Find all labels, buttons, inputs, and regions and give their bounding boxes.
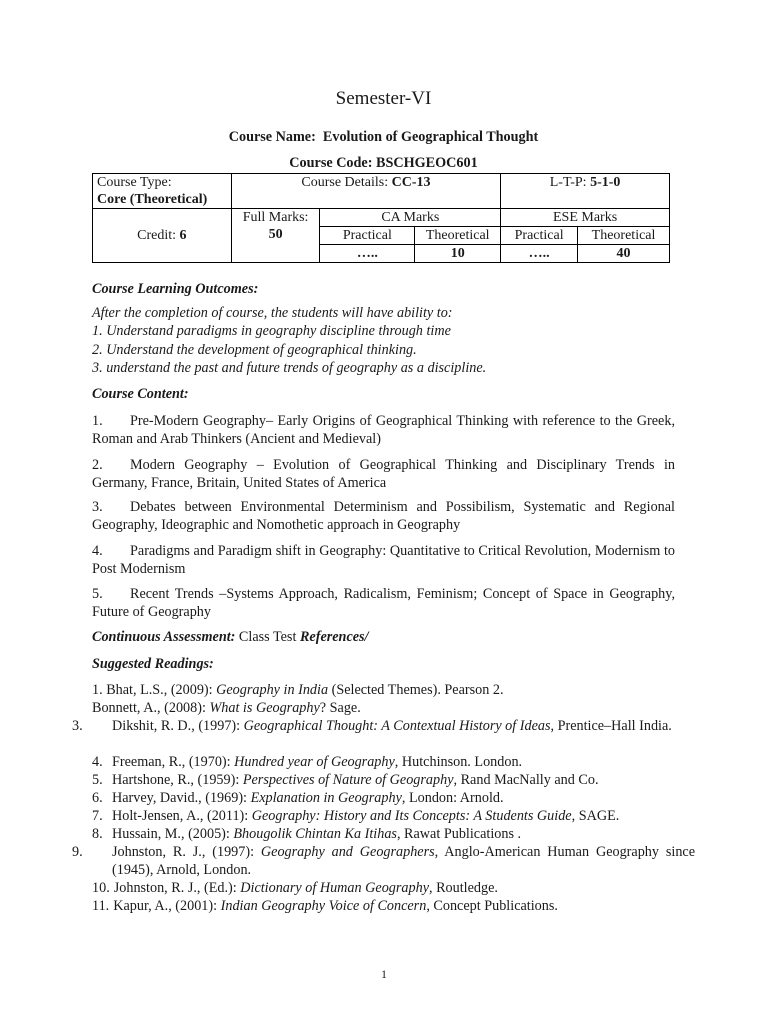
ltp-label: L-T-P: xyxy=(549,175,587,190)
content-item-number: 2. xyxy=(92,457,103,473)
reading-publisher: , Anglo-American Human Geography since (1945), Arnold, London. xyxy=(112,844,696,878)
reading-author: Dikshit, R. D., (1997): xyxy=(112,718,244,734)
content-item-number: 4. xyxy=(92,543,103,559)
ese-practical-value: ….. xyxy=(501,245,578,263)
ese-theoretical-value: 40 xyxy=(578,245,670,263)
reading-number: 7. xyxy=(92,808,103,824)
reading-item xyxy=(92,682,504,699)
content-heading: Course Content: xyxy=(92,386,189,402)
ese-theoretical-header: Theoretical xyxy=(578,227,670,245)
reading-item xyxy=(92,771,675,789)
course-name: Evolution of Geographical Thought xyxy=(322,129,539,145)
reading-author: Hartshone, R., (1959): xyxy=(112,772,243,788)
reading-title: Bhougolik Chintan Ka Itihas xyxy=(233,826,397,842)
ca-theoretical-header: Theoretical xyxy=(415,227,501,245)
content-item-text: Pre-Modern Geography– Early Origins of Geographical Thinking with reference to the Greek, Roman and Arab Thinkers (Ancient and Medieval) xyxy=(92,413,675,447)
ese-practical-header: Practical xyxy=(501,227,578,245)
course-type-cell xyxy=(93,174,232,209)
reading-title: Geographical Thought: A Contextual History of Ideas xyxy=(243,718,551,734)
reading-item xyxy=(92,753,675,771)
full-marks-value: 50 xyxy=(268,227,283,242)
readings-heading: Suggested Readings: xyxy=(92,656,214,672)
reading-number: 4. xyxy=(92,754,103,770)
reading-item xyxy=(92,879,675,897)
course-code-line xyxy=(92,155,675,172)
outcomes-heading: Course Learning Outcomes: xyxy=(92,281,259,297)
reading-publisher: , SAGE. xyxy=(571,808,620,824)
reading-item xyxy=(92,825,675,843)
ese-marks-header: ESE Marks xyxy=(501,209,670,227)
reading-publisher: , London: Arnold. xyxy=(401,790,504,806)
reading-title: Geography: History and Its Concepts: A Students Guide xyxy=(251,808,572,824)
reading-item xyxy=(72,843,696,879)
course-details-table xyxy=(92,173,670,263)
outcome-item: 2. Understand the development of geographical thinking. xyxy=(92,342,417,358)
course-details-cell xyxy=(231,174,500,209)
reading-title: Hundred year of Geography xyxy=(234,754,395,770)
reading-author: Kapur, A., (2001): xyxy=(113,898,221,914)
content-item xyxy=(92,498,675,534)
content-item-text: Debates between Environmental Determinism and Possibilism, Systematic and Regional Geography, Ideographic and Nomothetic approach in Geography xyxy=(92,499,675,533)
content-item-text: Paradigms and Paradigm shift in Geography: Quantitative to Critical Revolution, Modernism to Post Modernism xyxy=(92,543,675,577)
semester-title: Semester-VI xyxy=(335,88,432,109)
content-item-text: Recent Trends –Systems Approach, Radicalism, Feminism; Concept of Space in Geography, Future of Geography xyxy=(92,586,675,620)
reading-number: 10. xyxy=(92,880,110,896)
reading-item xyxy=(92,807,675,825)
outcome-item: 1. Understand paradigms in geography discipline through time xyxy=(92,323,451,339)
ca-theoretical-value: 10 xyxy=(415,245,501,263)
credit-value: 6 xyxy=(179,228,187,243)
ltp-value: 5-1-0 xyxy=(590,175,621,190)
reading-number: 6. xyxy=(92,790,103,806)
reading-publisher: ? Sage. xyxy=(319,700,361,716)
reading-title: What is Geography xyxy=(209,700,320,716)
outcome-item: 3. understand the past and future trends of geography as a discipline. xyxy=(92,360,487,376)
course-code: BSCHGEOC601 xyxy=(376,155,478,171)
reading-number: 11. xyxy=(92,898,110,914)
reading-author: Johnston, R. J., (1997): xyxy=(112,844,261,860)
page-number: 1 xyxy=(381,967,387,981)
course-code-label: Course Code: xyxy=(289,155,373,171)
course-type-value: Core (Theoretical) xyxy=(97,192,208,207)
reading-item xyxy=(72,717,695,735)
ca-practical-header: Practical xyxy=(320,227,415,245)
full-marks-cell xyxy=(231,209,320,263)
reading-number: 9. xyxy=(72,844,83,860)
references-label: References/ xyxy=(299,629,369,645)
ca-practical-value: ….. xyxy=(320,245,415,263)
content-item-number: 3. xyxy=(92,499,103,515)
reading-publisher: , Rand MacNally and Co. xyxy=(453,772,599,788)
credit-cell xyxy=(93,209,232,263)
reading-title: Indian Geography Voice of Concern xyxy=(220,898,427,914)
reading-title: Geography in India xyxy=(216,682,329,698)
content-item-number: 1. xyxy=(92,413,103,429)
reading-publisher: , Prentice–Hall India. xyxy=(550,718,672,734)
reading-author: Johnston, R. J., (Ed.): xyxy=(113,880,241,896)
assessment-value: Class Test xyxy=(238,629,297,645)
reading-publisher: , Hutchinson. London. xyxy=(394,754,523,770)
reading-author: 1. Bhat, L.S., (2009): xyxy=(92,682,217,698)
course-type-label: Course Type: xyxy=(97,175,172,190)
credit-label: Credit: xyxy=(137,228,177,243)
content-item xyxy=(92,412,675,448)
reading-number: 5. xyxy=(92,772,103,788)
content-item xyxy=(92,542,675,578)
reading-item xyxy=(92,897,675,915)
content-item xyxy=(92,456,675,492)
outcomes-intro: After the completion of course, the students will have ability to: xyxy=(92,305,453,321)
reading-title: Dictionary of Human Geography xyxy=(240,880,429,896)
reading-publisher: , Routledge. xyxy=(429,880,498,896)
course-details-label: Course Details: xyxy=(301,175,389,190)
ltp-cell xyxy=(501,174,670,209)
full-marks-label: Full Marks: xyxy=(242,210,309,225)
reading-number: 3. xyxy=(72,718,83,734)
content-item xyxy=(92,585,675,621)
course-name-label: Course Name: xyxy=(228,129,316,145)
course-details-value: CC-13 xyxy=(391,175,431,190)
reading-author: Harvey, David., (1969): xyxy=(112,790,251,806)
reading-author: Bonnett, A., (2008): xyxy=(92,700,210,716)
assessment-label: Continuous Assessment: xyxy=(92,629,236,645)
reading-title: Explanation in Geography xyxy=(250,790,402,806)
reading-publisher: , Concept Publications. xyxy=(426,898,558,914)
course-name-line xyxy=(92,129,675,146)
content-item-number: 5. xyxy=(92,586,103,602)
reading-author: Holt-Jensen, A., (2011): xyxy=(112,808,252,824)
reading-publisher: , Rawat Publications . xyxy=(396,826,522,842)
reading-author: Hussain, M., (2005): xyxy=(112,826,234,842)
assessment-line xyxy=(92,629,369,646)
reading-publisher: (Selected Themes). Pearson 2. xyxy=(328,682,504,698)
reading-title: Perspectives of Nature of Geography xyxy=(242,772,454,788)
reading-title: Geography and Geographers xyxy=(260,844,435,860)
content-item-text: Modern Geography – Evolution of Geographical Thinking and Disciplinary Trends in Germany, France, Britain, United States of America xyxy=(92,457,675,491)
reading-item xyxy=(92,700,361,717)
ca-marks-header: CA Marks xyxy=(320,209,501,227)
reading-number: 8. xyxy=(92,826,103,842)
reading-author: Freeman, R., (1970): xyxy=(112,754,235,770)
reading-item xyxy=(92,789,675,807)
